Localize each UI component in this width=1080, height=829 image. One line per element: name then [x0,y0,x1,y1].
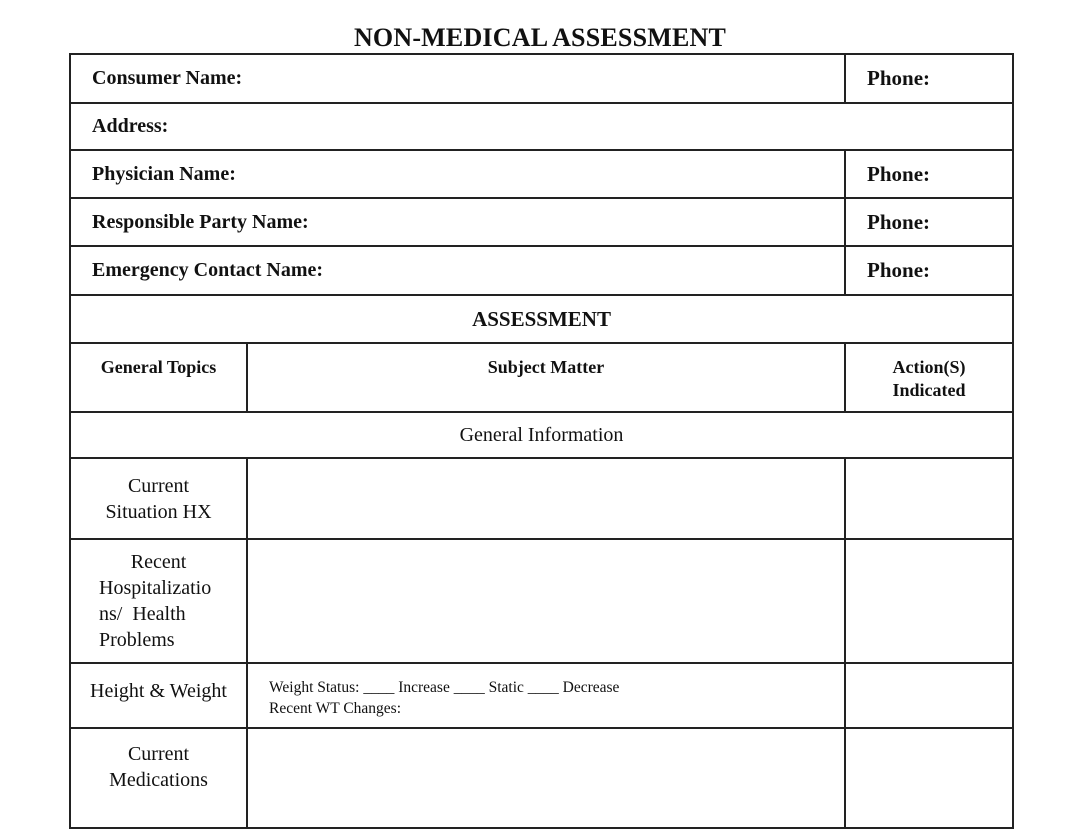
action-current-medications[interactable] [845,728,1013,828]
topic-line: ns/ Health [99,603,186,625]
consumer-phone-field[interactable] [845,54,1013,103]
phone-label: Phone: [867,66,931,90]
recent-hospitalizations-row [70,539,1013,663]
emergency-contact-phone-field[interactable] [845,246,1013,295]
col-subject-matter: Subject Matter [247,343,845,412]
responsible-party-phone-field[interactable] [845,198,1013,246]
col-actions-line2: Indicated [892,380,966,400]
action-current-situation[interactable] [845,458,1013,539]
page-title: NON-MEDICAL ASSESSMENT [353,23,727,52]
topic-line: Medications [109,769,208,791]
physician-name-field[interactable] [70,150,845,198]
subject-recent-hospitalizations[interactable] [247,539,845,663]
action-recent-hospitalizations[interactable] [845,539,1013,663]
weight-status-line: Weight Status: ____ Increase ____ Static ____ Decrease [269,679,620,696]
subject-current-situation[interactable] [247,458,845,539]
current-situation-row [70,458,1013,539]
assessment-form [69,53,1014,829]
emergency-contact-label: Emergency Contact Name: [92,259,324,281]
topic-recent-hospitalizations [70,539,247,663]
topic-line: Hospitalizatio [99,577,212,599]
phone-label: Phone: [867,209,931,234]
topic-current-medications [70,728,247,828]
height-weight-row [70,663,1013,728]
responsible-party-field[interactable] [70,198,845,246]
assessment-heading: ASSESSMENT [70,295,1013,343]
action-height-weight[interactable] [845,663,1013,728]
subject-height-weight[interactable] [247,663,845,728]
col-actions-line1: Action(S) [892,357,966,377]
topic-current-situation [70,458,247,539]
current-medications-row [70,728,1013,828]
emergency-contact-row [70,246,1013,295]
topic-line: Current [127,474,190,497]
physician-name-label: Physician Name: [92,162,236,185]
topic-line: Situation HX [105,500,212,523]
physician-row [70,150,1013,198]
general-info-row [70,412,1013,458]
phone-label: Phone: [867,161,931,186]
subject-current-medications[interactable] [247,728,845,828]
responsible-party-row [70,198,1013,246]
topic-height-weight: Height & Weight [70,663,247,728]
responsible-party-label: Responsible Party Name: [92,210,309,233]
address-row [70,103,1013,150]
address-field[interactable] [70,103,1013,150]
consumer-name-field[interactable] [70,54,845,103]
col-actions-indicated [845,343,1013,412]
physician-phone-field[interactable] [845,150,1013,198]
column-header-row [70,343,1013,412]
col-general-topics: General Topics [70,343,247,412]
assessment-heading-row [70,295,1013,343]
topic-line: Current [127,743,190,765]
recent-wt-changes-line: Recent WT Changes: [269,700,402,717]
topic-line: Recent [130,551,187,573]
emergency-contact-field[interactable] [70,246,845,295]
topic-line: Problems [99,629,175,651]
consumer-name-label: Consumer Name: [92,67,243,89]
phone-label: Phone: [867,258,931,282]
consumer-row [70,54,1013,103]
general-information-heading: General Information [70,412,1013,458]
address-label: Address: [92,115,169,137]
